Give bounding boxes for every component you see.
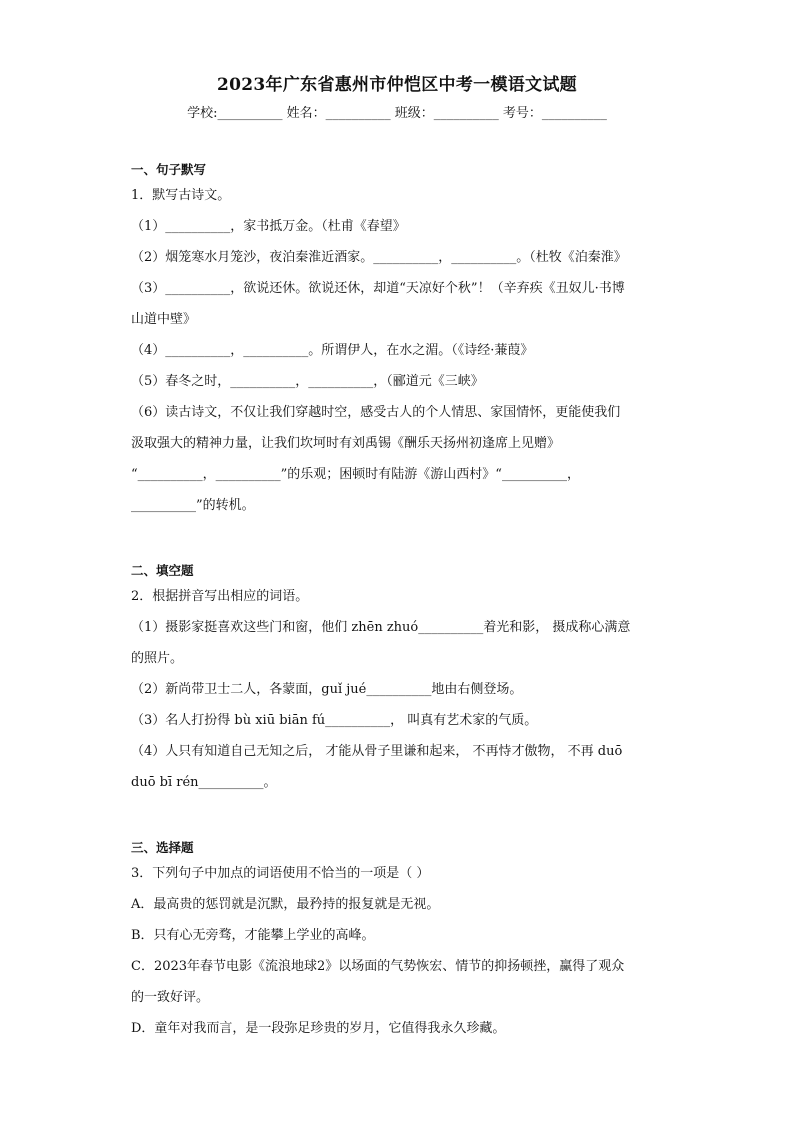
- section-heading: 一、句子默写: [131, 162, 207, 177]
- question-line: 1．默写古诗文。: [131, 188, 231, 203]
- class-label: 班级：: [394, 106, 434, 121]
- exam-number-blank[interactable]: __________: [541, 106, 607, 121]
- question-line: （5）春冬之时，__________，__________，（郦道元《三峡》: [131, 374, 484, 389]
- choice-option-c-continued: 的一致好评。: [131, 990, 210, 1005]
- section-spacer: [131, 521, 671, 561]
- question-line: （1）摄影家挺喜欢这些门和窗，他们 zhēn zhuó__________着光和影， 摄成称心满意: [131, 620, 631, 635]
- question-line: （6）读古诗文，不仅让我们穿越时空，感受古人的个人情思、家国情怀，更能使我们: [131, 405, 621, 420]
- question-stem: 3．下列句子中加点的词语使用不恰当的一项是（ ）: [131, 866, 430, 881]
- question-line: 山道中壁》: [131, 312, 197, 327]
- question-line: （2）烟笼寒水月笼沙，夜泊秦淮近酒家。__________，__________。（杜牧《泊秦淮》: [131, 250, 627, 265]
- section-heading: 三、选择题: [131, 840, 194, 855]
- section-fill-in-blank: [131, 561, 671, 798]
- exam-title: 2023年广东省惠州市仲恺区中考一模语文试题: [217, 75, 577, 95]
- exam-number-label: 考号：: [502, 106, 542, 121]
- section-sentence-dictation: [131, 160, 671, 521]
- question-line: duō bī rén__________。: [131, 775, 277, 790]
- choice-option-d: D．童年对我而言，是一段弥足珍贵的岁月，它值得我永久珍藏。: [131, 1021, 506, 1036]
- question-line: “__________，__________”的乐观；困顿时有陆游《游山西村》“__________，: [131, 467, 580, 482]
- question-line: 汲取强大的精神力量，让我们坎坷时有刘禹锡《酬乐天扬州初逢席上见赠》: [131, 436, 561, 451]
- school-label: 学校:: [187, 106, 218, 121]
- question-line: 2．根据拼音写出相应的词语。: [131, 589, 309, 604]
- exam-content: [131, 160, 671, 1044]
- student-info-line: [0, 102, 794, 121]
- section-multiple-choice: [131, 838, 671, 1044]
- question-line: （2）新尚带卫士二人，各蒙面，guǐ jué__________地由右侧登场。: [131, 682, 523, 697]
- question-line: （3）__________，欲说还休。欲说还休，却道“天凉好个秋”！（辛弃疾《丑奴儿·书博: [131, 281, 625, 296]
- question-line: __________”的转机。: [131, 498, 255, 513]
- class-blank[interactable]: __________: [433, 106, 499, 121]
- school-blank[interactable]: __________: [217, 106, 283, 121]
- section-heading: 二、填空题: [131, 563, 194, 578]
- choice-option-a: A．最高贵的惩罚就是沉默，最矜持的报复就是无视。: [131, 897, 440, 912]
- name-label: 姓名：: [286, 106, 326, 121]
- question-line: （4）人只有知道自己无知之后， 才能从骨子里谦和起来， 不再恃才傲物， 不再 duō: [131, 744, 623, 759]
- question-line: （1）__________，家书抵万金。（杜甫《春望》: [131, 219, 406, 234]
- name-blank[interactable]: __________: [325, 106, 391, 121]
- section-spacer: [131, 798, 671, 838]
- question-line: （3）名人打扮得 bù xiū biān fú__________， 叫真有艺术家的气质。: [131, 713, 538, 728]
- question-line: （4）__________，__________。所谓伊人，在水之湄。（《诗经·蒹葭》: [131, 343, 534, 358]
- choice-option-b: B．只有心无旁骛，才能攀上学业的高峰。: [131, 928, 375, 943]
- choice-option-c: C．2023年春节电影《流浪地球2》以场面的气势恢宏、情节的抑扬顿挫，赢得了观众: [131, 959, 625, 974]
- question-line: 的照片。: [131, 651, 184, 666]
